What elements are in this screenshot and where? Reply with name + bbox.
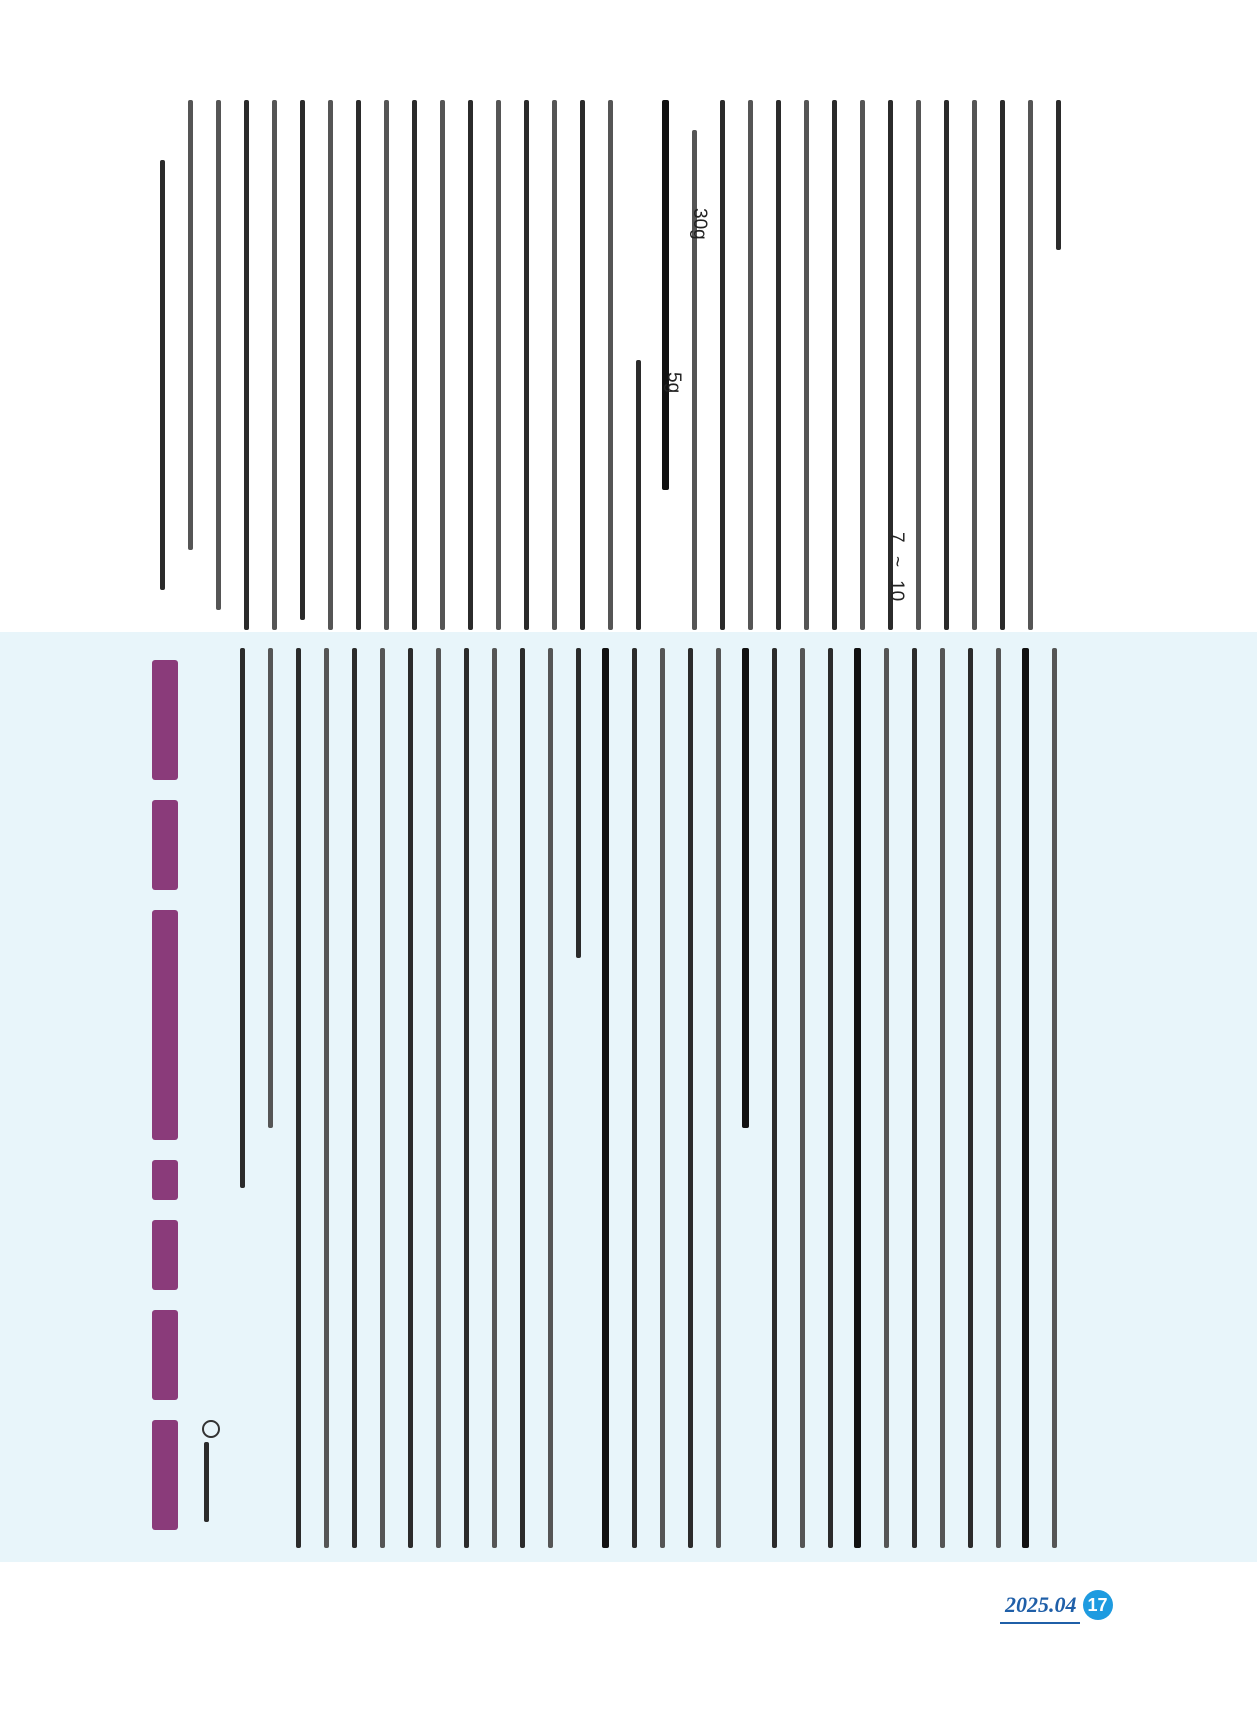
number-range-end: 10 (886, 580, 907, 602)
issue-number: 2025.04 (1005, 1592, 1077, 1617)
top-text-block (150, 100, 1080, 630)
number-range-tilde: ~ (886, 556, 907, 568)
page-footer (1005, 1588, 1113, 1622)
author-name (204, 1442, 210, 1522)
text-column-group-panel (240, 648, 1080, 1548)
author-marker-icon (202, 1420, 220, 1438)
number-weight-a: 30g (689, 208, 710, 240)
number-range-start: 7 (886, 532, 907, 543)
article-title (140, 640, 190, 1540)
text-column-group-top (150, 100, 1080, 630)
footer-rule (1000, 1622, 1080, 1624)
number-weight-b: 5g (663, 372, 684, 394)
page-number: 17 (1083, 1590, 1113, 1620)
